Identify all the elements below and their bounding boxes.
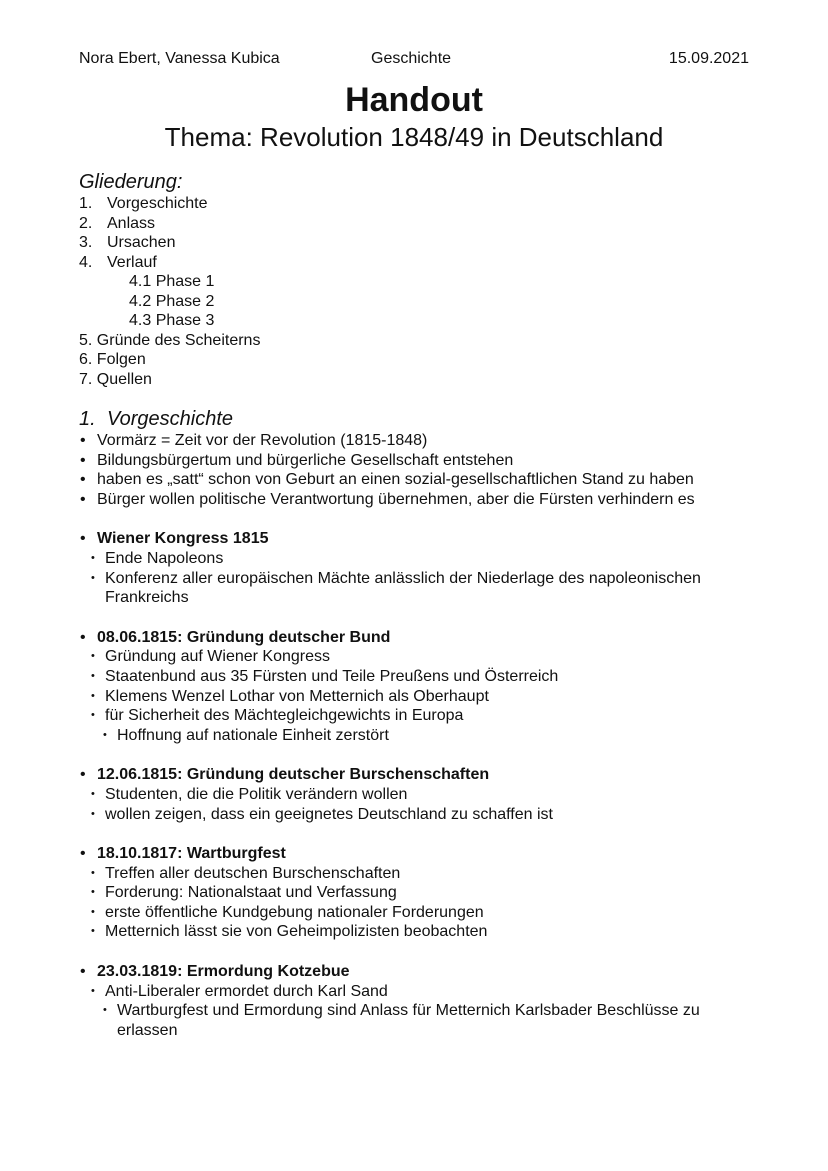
outline-item-label: Anlass <box>107 214 156 232</box>
outline-heading: Gliederung: <box>79 171 183 193</box>
event-group <box>79 765 759 824</box>
outline-item: 6. Folgen <box>79 351 146 368</box>
page-title: Handout <box>345 81 483 119</box>
event-group <box>79 844 759 942</box>
outline-item-number: 1. <box>79 195 93 212</box>
event-detail: • Klemens Wenzel Lothar von Metternich als Oberhaupt <box>89 687 759 707</box>
event-detail: • Anti-Liberaler ermordet durch Karl Sand <box>89 982 759 1002</box>
outline-item: 5. Gründe des Scheiterns <box>79 331 261 349</box>
header-authors: Nora Ebert, Vanessa Kubica <box>79 50 280 67</box>
event-detail: • Gründung auf Wiener Kongress <box>89 647 759 667</box>
event-detail: • Metternich lässt sie von Geheimpolizisten beobachten <box>89 922 759 942</box>
outline-item-number: 2. <box>79 214 93 232</box>
event-detail: • Ende Napoleons <box>89 549 759 569</box>
outline-item: 7. Quellen <box>79 370 152 388</box>
outline-item-number: 3. <box>79 234 93 251</box>
section-heading <box>79 407 759 431</box>
outline-list <box>79 194 759 389</box>
outline-item-label: Ursachen <box>107 234 176 251</box>
bullet-item: • Bürger wollen politische Verantwortung übernehmen, aber die Fürsten verhindern es <box>79 490 759 510</box>
outline-item-label: Verlauf <box>107 253 157 271</box>
event-title: • 12.06.1815: Gründung deutscher Burschenschaften <box>79 765 759 785</box>
outline-item-number: 4. <box>79 253 93 271</box>
event-group <box>79 962 759 1040</box>
event-detail: • Konferenz aller europäischen Mächte anlässlich der Niederlage des napoleonischen Frankreichs <box>89 569 759 608</box>
event-detail: • wollen zeigen, dass ein geeignetes Deutschland zu schaffen ist <box>89 805 759 825</box>
event-subdetails <box>79 726 759 746</box>
event-detail: • Forderung: Nationalstaat und Verfassung <box>89 883 759 903</box>
outline-item <box>79 214 759 234</box>
event-title: • 18.10.1817: Wartburgfest <box>79 844 759 864</box>
outline-subitem: 4.3 Phase 3 <box>129 312 215 329</box>
outline-item <box>79 194 759 214</box>
event-details <box>79 785 759 824</box>
document-body <box>79 170 759 1040</box>
event-title: • 08.06.1815: Gründung deutscher Bund <box>79 628 759 648</box>
outline-subitem: 4.1 Phase 1 <box>129 273 215 290</box>
header-date: 15.09.2021 <box>668 50 749 67</box>
event-detail: • für Sicherheit des Mächtegleichgewichts in Europa <box>89 706 759 726</box>
event-detail: • erste öffentliche Kundgebung nationaler Forderungen <box>89 903 759 923</box>
event-details <box>79 982 759 1002</box>
event-details <box>79 549 759 608</box>
page-subtitle: Thema: Revolution 1848/49 in Deutschland <box>164 122 664 152</box>
outline-item <box>79 253 759 273</box>
event-subdetails <box>79 1001 759 1040</box>
event-title: • Wiener Kongress 1815 <box>79 529 759 549</box>
outline-subitem: 4.2 Phase 2 <box>129 292 215 310</box>
event-details <box>79 647 759 725</box>
header-subject: Geschichte <box>371 50 452 67</box>
outline-item-label: Vorgeschichte <box>107 195 208 212</box>
event-subdetail: • Hoffnung auf nationale Einheit zerstört <box>101 726 759 746</box>
event-detail: • Studenten, die die Politik verändern wollen <box>89 785 759 805</box>
event-group <box>79 628 759 746</box>
event-subdetail: • Wartburgfest und Ermordung sind Anlass für Metternich Karlsbader Beschlüsse zu erlassen <box>101 1001 759 1040</box>
outline-item <box>79 233 759 253</box>
event-group <box>79 529 759 607</box>
section-title: Vorgeschichte <box>107 408 233 430</box>
bullet-item: • Vormärz = Zeit vor der Revolution (1815-1848) <box>79 431 759 451</box>
event-detail: • Treffen aller deutschen Burschenschaften <box>89 864 759 884</box>
bullet-item: • Bildungsbürgertum und bürgerliche Gesellschaft entstehen <box>79 451 759 471</box>
page-header <box>79 49 749 69</box>
section-number: 1. <box>79 408 96 430</box>
event-detail: • Staatenbund aus 35 Fürsten und Teile Preußens und Österreich <box>89 667 759 687</box>
event-title: • 23.03.1819: Ermordung Kotzebue <box>79 962 759 982</box>
section-bullet-list <box>79 431 759 509</box>
bullet-item: • haben es „satt“ schon von Geburt an einen sozial-gesellschaftlichen Stand zu haben <box>79 470 759 490</box>
event-details <box>79 864 759 942</box>
